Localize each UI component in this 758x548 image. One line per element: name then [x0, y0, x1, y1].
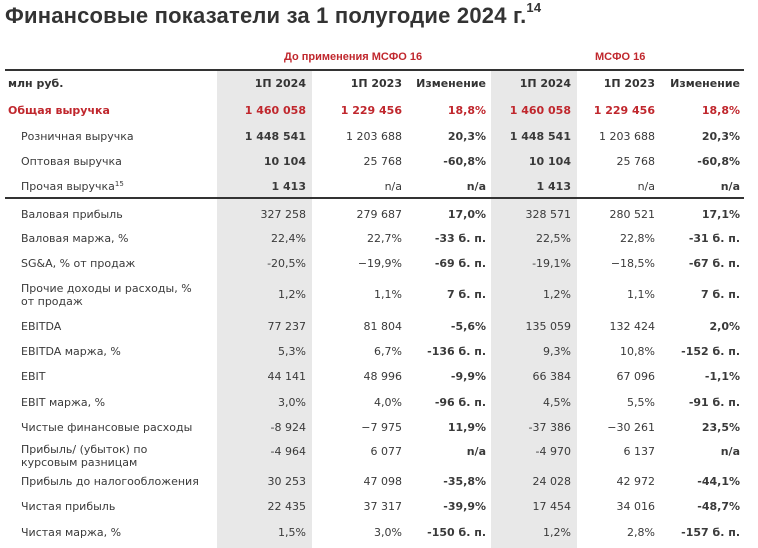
title-footnote: 14: [526, 0, 542, 15]
row-label: Чистые финансовые расходы: [21, 421, 193, 434]
row-label: Прочие доходы и расходы, % от продаж: [21, 282, 192, 308]
cell: -157 б. п.: [681, 526, 740, 539]
cell: 132 424: [609, 320, 655, 333]
row-label: EBIT: [21, 370, 46, 383]
cell: −30 261: [607, 421, 655, 434]
cell: -39,9%: [443, 500, 486, 513]
cell: 7 б. п.: [701, 288, 740, 301]
cell: -44,1%: [697, 475, 740, 488]
row-label: Прибыль/ (убыток) по курсовым разницам: [21, 443, 148, 469]
col-header: Изменение: [670, 77, 740, 90]
cell: -1,1%: [704, 370, 740, 383]
col-header: 1П 2023: [350, 77, 402, 90]
row-label: Прибыль до налогообложения: [21, 475, 199, 488]
cell: 18,8%: [447, 104, 486, 117]
col-header: 1П 2023: [603, 77, 655, 90]
cell: 22,7%: [367, 232, 402, 245]
cell: -37 386: [528, 421, 571, 434]
cell: −19,9%: [357, 257, 402, 270]
cell: 280 521: [609, 208, 655, 221]
row-label: Общая выручка: [8, 104, 110, 117]
row-label: Розничная выручка: [21, 130, 134, 143]
cell: 25 768: [363, 155, 402, 168]
cell: -150 б. п.: [427, 526, 486, 539]
cell: -60,8%: [697, 155, 740, 168]
cell: 10 104: [263, 155, 306, 168]
cell: -31 б. п.: [688, 232, 740, 245]
cell: 11,9%: [447, 421, 486, 434]
cell: -48,7%: [697, 500, 740, 513]
cell: 67 096: [616, 370, 655, 383]
cell: 42 972: [616, 475, 655, 488]
cell: n/a: [720, 445, 740, 458]
cell: -152 б. п.: [681, 345, 740, 358]
cell: 30 253: [267, 475, 306, 488]
cell: 4,5%: [543, 396, 571, 409]
cell: 3,0%: [278, 396, 306, 409]
cell: 1,2%: [278, 288, 306, 301]
cell: 22,4%: [271, 232, 306, 245]
cell: -9,9%: [450, 370, 486, 383]
cell: 279 687: [356, 208, 402, 221]
cell: 24 028: [532, 475, 571, 488]
cell: -35,8%: [443, 475, 486, 488]
cell: 81 804: [363, 320, 402, 333]
cell: 1 460 058: [509, 104, 571, 117]
row-label: Прочая выручка$^{15}$: [21, 180, 124, 193]
row-label: EBIT маржа, %: [21, 396, 106, 409]
cell: -91 б. п.: [688, 396, 740, 409]
group-header-pre-ifrs16: До применения МСФО 16: [284, 51, 423, 63]
cell: 9,3%: [543, 345, 571, 358]
cell: 4,0%: [374, 396, 402, 409]
cell: 5,3%: [278, 345, 306, 358]
cell: 25 768: [616, 155, 655, 168]
cell: -20,5%: [267, 257, 306, 270]
cell: 1,2%: [543, 288, 571, 301]
cell: n/a: [720, 180, 740, 193]
cell: 7 б. п.: [447, 288, 486, 301]
cell: -96 б. п.: [434, 396, 486, 409]
cell: 47 098: [363, 475, 402, 488]
cell: 23,5%: [701, 421, 740, 434]
cell: 6 137: [623, 445, 655, 458]
cell: -69 б. п.: [434, 257, 486, 270]
cell: 18,8%: [701, 104, 740, 117]
cell: 1 448 541: [244, 130, 306, 143]
cell: -60,8%: [443, 155, 486, 168]
cell: n/a: [637, 180, 655, 193]
row-label: Чистая маржа, %: [21, 526, 122, 539]
cell: 34 016: [616, 500, 655, 513]
cell: 48 996: [363, 370, 402, 383]
row-label: EBITDA маржа, %: [21, 345, 121, 358]
col-header: Изменение: [416, 77, 486, 90]
row-label: Валовая маржа, %: [21, 232, 129, 245]
cell: 6 077: [370, 445, 402, 458]
cell: n/a: [466, 445, 486, 458]
cell: -4 970: [535, 445, 571, 458]
cell: 1 460 058: [244, 104, 306, 117]
cell: 2,8%: [627, 526, 655, 539]
row-label: SG&A, % от продаж: [21, 257, 136, 270]
cell: 135 059: [525, 320, 571, 333]
cell: 17,1%: [701, 208, 740, 221]
cell: 1 203 688: [599, 130, 655, 143]
cell: 66 384: [532, 370, 571, 383]
row-label: Оптовая выручка: [21, 155, 122, 168]
cell: 1,5%: [278, 526, 306, 539]
cell: 44 141: [267, 370, 306, 383]
row-label: Валовая прибыль: [21, 208, 123, 221]
cell: 1 413: [271, 180, 306, 193]
cell: 1,1%: [374, 288, 402, 301]
cell: 10 104: [528, 155, 571, 168]
cell: -136 б. п.: [427, 345, 486, 358]
cell: n/a: [466, 180, 486, 193]
row-label: Чистая прибыль: [21, 500, 116, 513]
cell: 5,5%: [627, 396, 655, 409]
row-label: EBITDA: [21, 320, 62, 333]
cell: -4 964: [270, 445, 306, 458]
cell: 20,3%: [701, 130, 740, 143]
cell: 17 454: [532, 500, 571, 513]
cell: 22 435: [267, 500, 306, 513]
cell: 328 571: [525, 208, 571, 221]
cell: −18,5%: [610, 257, 655, 270]
cell: 37 317: [363, 500, 402, 513]
cell: −7 975: [361, 421, 402, 434]
section-divider: [5, 197, 744, 199]
cell: 22,5%: [536, 232, 571, 245]
cell: -8 924: [270, 421, 306, 434]
unit-label: млн руб.: [8, 77, 64, 90]
col-header: 1П 2024: [254, 77, 306, 90]
cell: 1 413: [536, 180, 571, 193]
col-header: 1П 2024: [519, 77, 571, 90]
cell: -5,6%: [450, 320, 486, 333]
cell: n/a: [384, 180, 402, 193]
cell: 1,2%: [543, 526, 571, 539]
footnote-marker: 15: [114, 180, 124, 188]
cell: 327 258: [260, 208, 306, 221]
cell: 1 448 541: [509, 130, 571, 143]
cell: 2,0%: [709, 320, 740, 333]
cell: 10,8%: [620, 345, 655, 358]
cell: 22,8%: [620, 232, 655, 245]
cell: 20,3%: [447, 130, 486, 143]
cell: 1 229 456: [340, 104, 402, 117]
cell: -33 б. п.: [434, 232, 486, 245]
cell: 6,7%: [374, 345, 402, 358]
group-header-ifrs16: МСФО 16: [595, 51, 646, 63]
page-title: Финансовые показатели за 1 полугодие 2024 г.$^{14}$: [5, 0, 542, 28]
cell: 17,0%: [447, 208, 486, 221]
cell: 77 237: [267, 320, 306, 333]
cell: -67 б. п.: [688, 257, 740, 270]
top-divider: [5, 69, 744, 71]
cell: 3,0%: [374, 526, 402, 539]
cell: 1 229 456: [593, 104, 655, 117]
cell: 1 203 688: [346, 130, 402, 143]
cell: -19,1%: [532, 257, 571, 270]
cell: 1,1%: [627, 288, 655, 301]
